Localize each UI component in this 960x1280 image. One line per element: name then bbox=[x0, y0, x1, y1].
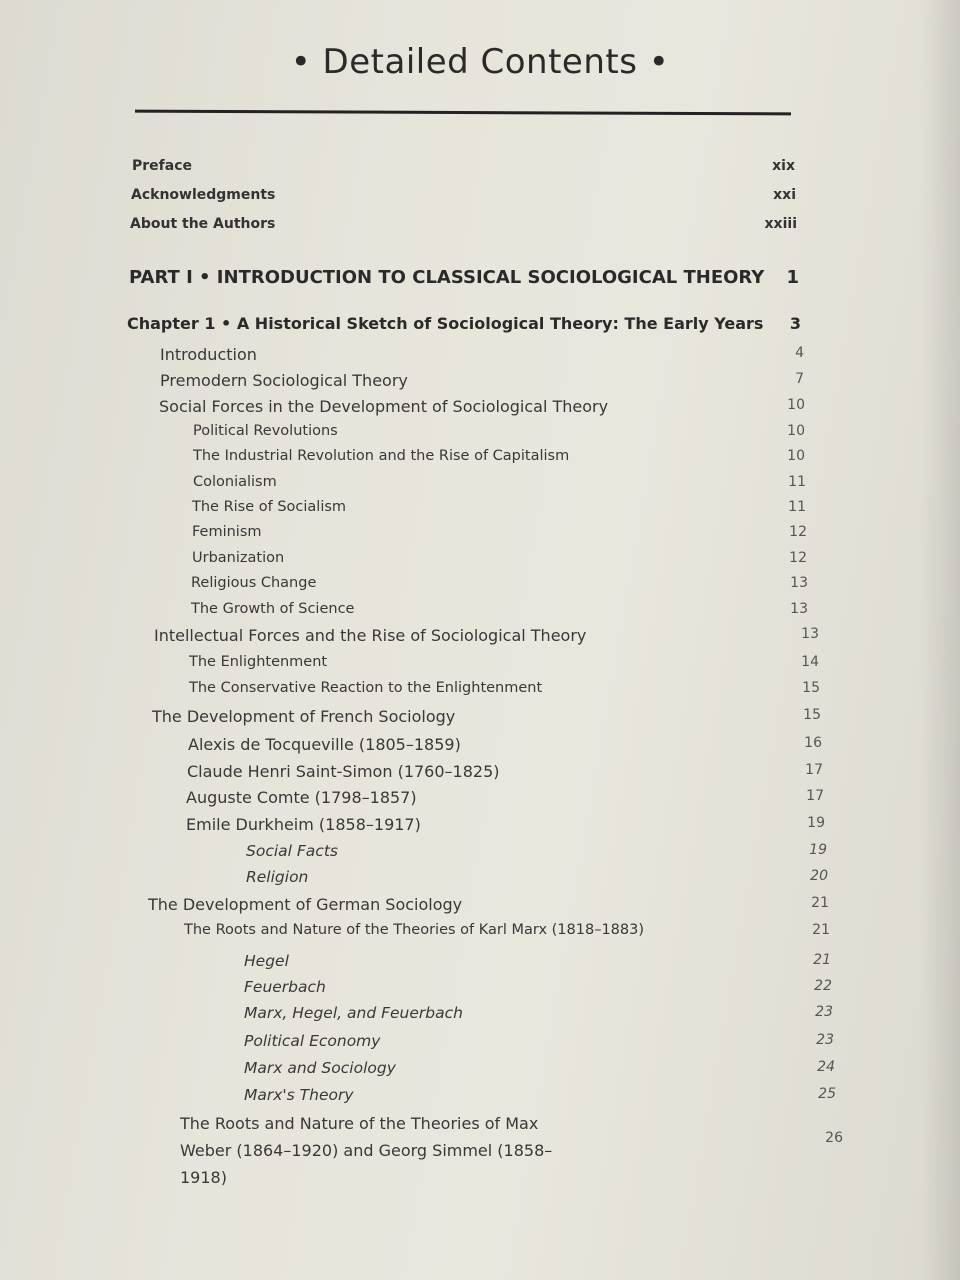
toc-label: The Industrial Revolution and the Rise of Capitalism bbox=[193, 448, 570, 464]
toc-label: Social Facts bbox=[246, 842, 338, 860]
toc-entry bbox=[0, 626, 960, 650]
toc-label: Religious Change bbox=[191, 575, 317, 591]
toc-entry bbox=[0, 735, 960, 759]
toc-label: Colonialism bbox=[193, 474, 277, 490]
toc-label: The Conservative Reaction to the Enlightenment bbox=[189, 680, 543, 696]
toc-label: Feminism bbox=[192, 524, 262, 540]
toc-front-preface bbox=[0, 158, 960, 182]
toc-entry bbox=[0, 680, 960, 704]
toc-page: 26 bbox=[825, 1130, 843, 1146]
toc-label: Preface bbox=[132, 158, 192, 174]
toc-entry bbox=[0, 895, 960, 919]
toc-label: Alexis de Tocqueville (1805–1859) bbox=[188, 735, 461, 754]
toc-page: 23 bbox=[815, 1004, 833, 1020]
toc-entry bbox=[0, 788, 960, 812]
toc-label: The Growth of Science bbox=[191, 601, 355, 617]
toc-label: Intellectual Forces and the Rise of Sociological Theory bbox=[154, 626, 587, 645]
toc-page: 11 bbox=[788, 474, 806, 490]
toc-entry bbox=[0, 550, 960, 574]
toc-entry bbox=[0, 371, 960, 395]
toc-label: The Development of German Sociology bbox=[148, 895, 463, 914]
toc-label: Feuerbach bbox=[244, 978, 326, 996]
toc-page: 21 bbox=[812, 922, 830, 938]
toc-entry bbox=[0, 474, 960, 498]
toc-page: 25 bbox=[818, 1086, 836, 1102]
toc-page: 17 bbox=[806, 788, 824, 804]
toc-page: 10 bbox=[787, 448, 805, 464]
toc-entry bbox=[0, 978, 960, 1002]
toc-label: Chapter 1 • A Historical Sketch of Sociological Theory: The Early Years bbox=[127, 314, 764, 333]
toc-page: 23 bbox=[816, 1032, 834, 1048]
toc-entry bbox=[0, 601, 960, 625]
toc-entry bbox=[0, 654, 960, 678]
toc-page: 11 bbox=[788, 499, 806, 515]
toc-label: Acknowledgments bbox=[131, 187, 276, 203]
toc-label: Auguste Comte (1798–1857) bbox=[186, 788, 417, 807]
toc-page: 10 bbox=[787, 397, 805, 413]
toc-page: 15 bbox=[803, 707, 821, 723]
toc-page: 17 bbox=[805, 762, 823, 778]
toc-page: 22 bbox=[814, 978, 832, 994]
toc-label: The Development of French Sociology bbox=[152, 707, 456, 726]
toc-label: Political Economy bbox=[244, 1032, 381, 1050]
toc-label: Social Forces in the Development of Sociological Theory bbox=[159, 397, 609, 416]
toc-page: 24 bbox=[817, 1059, 835, 1075]
toc-entry bbox=[0, 762, 960, 786]
toc-front-about-authors bbox=[0, 216, 960, 240]
toc-label: The Rise of Socialism bbox=[192, 499, 347, 515]
toc-entry bbox=[0, 842, 960, 866]
toc-entry bbox=[0, 397, 960, 421]
toc-entry bbox=[0, 868, 960, 892]
toc-entry bbox=[0, 1004, 960, 1028]
toc-entry bbox=[0, 524, 960, 548]
toc-page: 12 bbox=[789, 524, 807, 540]
toc-label: Marx, Hegel, and Feuerbach bbox=[244, 1004, 463, 1022]
toc-page: 21 bbox=[813, 952, 831, 968]
toc-page: 3 bbox=[789, 314, 801, 333]
toc-part bbox=[0, 267, 960, 291]
toc-entry bbox=[0, 1086, 960, 1110]
toc-page: 10 bbox=[787, 423, 805, 439]
page-title: • Detailed Contents • bbox=[290, 42, 670, 82]
toc-entry bbox=[0, 922, 960, 946]
toc-page: 19 bbox=[807, 815, 825, 831]
toc-entry bbox=[0, 1032, 960, 1056]
toc-page: 13 bbox=[790, 575, 808, 591]
toc-entry bbox=[0, 423, 960, 447]
toc-label: PART I • INTRODUCTION TO CLASSICAL SOCIOLOGICAL THEORY bbox=[129, 267, 765, 288]
toc-page: 7 bbox=[795, 371, 804, 387]
toc-entry bbox=[0, 499, 960, 523]
toc-entry bbox=[0, 707, 960, 731]
toc-front-acknowledgments bbox=[0, 187, 960, 211]
toc-label: Political Revolutions bbox=[193, 423, 338, 439]
toc-chapter bbox=[0, 314, 960, 338]
toc-page: xxiii bbox=[764, 216, 797, 232]
toc-label: The Roots and Nature of the Theories of Max Weber (1864–1920) and Georg Simmel (1858–1918) bbox=[180, 1114, 553, 1187]
toc-entry bbox=[0, 1059, 960, 1083]
toc-label: Introduction bbox=[160, 345, 257, 364]
toc-label: Marx's Theory bbox=[244, 1086, 354, 1104]
toc-page: 12 bbox=[789, 550, 807, 566]
toc-page: 14 bbox=[801, 654, 819, 670]
toc-entry bbox=[0, 575, 960, 599]
toc-label: Urbanization bbox=[192, 550, 285, 566]
toc-page: 20 bbox=[810, 868, 828, 884]
toc-page: 1 bbox=[786, 267, 799, 288]
toc-label: Premodern Sociological Theory bbox=[160, 371, 408, 390]
toc-page: 21 bbox=[811, 895, 829, 911]
toc-entry bbox=[0, 1110, 960, 1187]
toc-page: 19 bbox=[809, 842, 827, 858]
toc-label: About the Authors bbox=[130, 216, 276, 232]
toc-label: Hegel bbox=[244, 952, 289, 970]
toc-label: The Enlightenment bbox=[189, 654, 328, 670]
toc-label: The Roots and Nature of the Theories of Karl Marx (1818–1883) bbox=[184, 922, 645, 938]
toc-page: 13 bbox=[790, 601, 808, 617]
toc-page: 15 bbox=[802, 680, 820, 696]
toc-page: 16 bbox=[804, 735, 822, 751]
toc-entry bbox=[0, 448, 960, 472]
toc-label: Emile Durkheim (1858–1917) bbox=[186, 815, 421, 834]
toc-page: 13 bbox=[801, 626, 819, 642]
toc-label: Religion bbox=[246, 868, 309, 886]
toc-entry bbox=[0, 345, 960, 369]
toc-entry bbox=[0, 815, 960, 839]
toc-page: xix bbox=[772, 158, 795, 174]
toc-page: 4 bbox=[795, 345, 804, 361]
toc-entry bbox=[0, 952, 960, 976]
title-rule bbox=[135, 110, 791, 116]
toc-label: Marx and Sociology bbox=[244, 1059, 396, 1077]
toc-page: xxi bbox=[773, 187, 796, 203]
toc-label: Claude Henri Saint-Simon (1760–1825) bbox=[187, 762, 500, 781]
